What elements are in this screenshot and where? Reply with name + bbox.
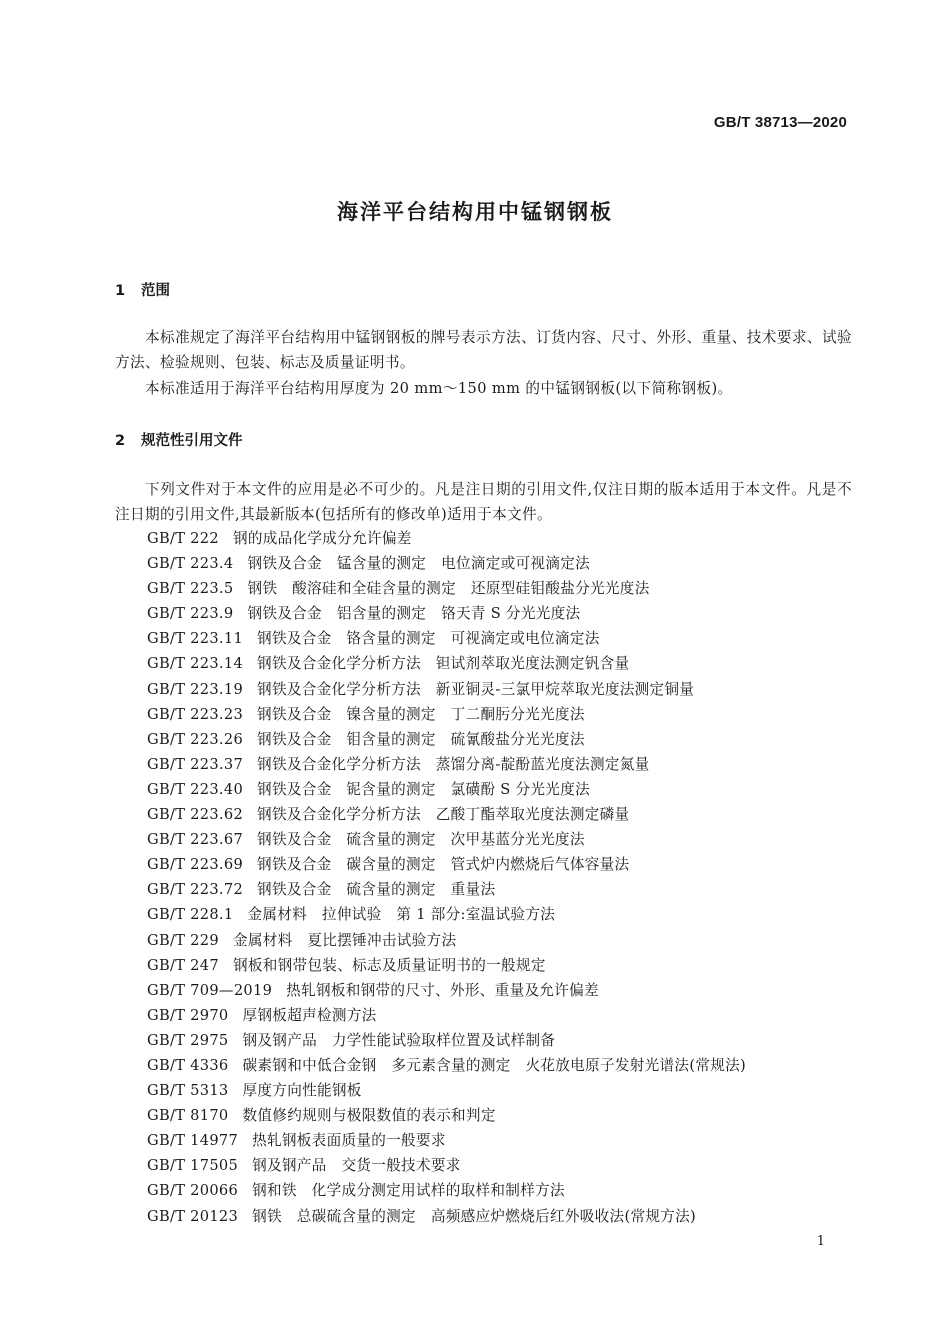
reference-title: 钢和铁 化学成分测定用试样的取样和制样方法 [252, 1182, 565, 1200]
reference-code: GB/T 223.26 [147, 730, 244, 748]
reference-item [147, 1003, 852, 1028]
reference-title: 钢铁 总碳硫含量的测定 高频感应炉燃烧后红外吸收法(常规方法) [252, 1207, 697, 1225]
section-heading-scope [115, 279, 170, 300]
reference-item [147, 928, 852, 953]
reference-code: GB/T 223.11 [147, 630, 244, 648]
reference-item [147, 827, 852, 852]
reference-title: 钢铁及合金 铬含量的测定 可视滴定或电位滴定法 [257, 630, 600, 648]
scope-paragraph-1: 本标准规定了海洋平台结构用中锰钢钢板的牌号表示方法、订货内容、尺寸、外形、重量、技术要求、试验方法、检验规则、包装、标志及质量证明书。 [115, 329, 852, 371]
reference-code: GB/T 229 [147, 931, 219, 949]
reference-item [147, 601, 852, 626]
reference-title: 碳素钢和中低合金钢 多元素含量的测定 火花放电原子发射光谱法(常规法) [242, 1056, 746, 1074]
reference-code: GB/T 223.62 [147, 806, 244, 824]
reference-title: 钢铁及合金化学分析方法 新亚铜灵-三氯甲烷萃取光度法测定铜量 [257, 680, 695, 698]
reference-code: GB/T 223.72 [147, 881, 244, 899]
reference-item [147, 1078, 852, 1103]
reference-item [147, 526, 852, 551]
page-number: 1 [816, 1234, 825, 1249]
reference-code: GB/T 223.14 [147, 655, 244, 673]
reference-item [147, 1153, 852, 1178]
reference-title: 钢铁及合金 碳含量的测定 管式炉内燃烧后气体容量法 [257, 856, 630, 874]
section-heading-normative-references [115, 429, 243, 450]
reference-item [147, 1204, 852, 1229]
reference-item [147, 1178, 852, 1203]
reference-code: GB/T 223.19 [147, 680, 244, 698]
reference-item [147, 576, 852, 601]
reference-code: GB/T 2975 [147, 1031, 229, 1049]
reference-title: 钢铁 酸溶硅和全硅含量的测定 还原型硅钼酸盐分光光度法 [247, 580, 650, 598]
reference-item [147, 651, 852, 676]
reference-list [147, 526, 852, 1229]
reference-title: 钢铁及合金 锰含量的测定 电位滴定或可视滴定法 [247, 555, 591, 573]
reference-title: 热轧钢板表面质量的一般要求 [252, 1132, 446, 1150]
reference-item [147, 702, 852, 727]
reference-code: GB/T 223.67 [147, 831, 244, 849]
reference-code: GB/T 223.5 [147, 580, 234, 598]
reference-item [147, 1128, 852, 1153]
reference-item [147, 1028, 852, 1053]
reference-item [147, 1103, 852, 1128]
reference-title: 钢铁及合金 钼含量的测定 硫氰酸盐分光光度法 [257, 730, 585, 748]
reference-code: GB/T 8170 [147, 1107, 229, 1125]
reference-item [147, 777, 852, 802]
reference-item [147, 852, 852, 877]
section-number: 1 [115, 283, 126, 299]
reference-code: GB/T 20066 [147, 1182, 239, 1200]
reference-item [147, 727, 852, 752]
reference-title: 金属材料 夏比摆锤冲击试验方法 [232, 931, 457, 949]
reference-code: GB/T 223.40 [147, 780, 244, 798]
standard-code: GB/T 38713—2020 [713, 114, 847, 131]
reference-code: GB/T 5313 [147, 1082, 229, 1100]
reference-title: 钢及钢产品 交货一般技术要求 [252, 1157, 461, 1175]
reference-title: 钢铁及合金 铌含量的测定 氯磺酚 S 分光光度法 [257, 780, 590, 798]
reference-item [147, 677, 852, 702]
reference-item [147, 902, 852, 927]
reference-title: 数值修约规则与极限数值的表示和判定 [242, 1107, 496, 1125]
reference-item [147, 1053, 852, 1078]
reference-code: GB/T 17505 [147, 1157, 239, 1175]
reference-title: 钢铁及合金 铝含量的测定 铬天青 S 分光光度法 [247, 605, 581, 623]
reference-item [147, 877, 852, 902]
reference-title: 钢铁及合金化学分析方法 钽试剂萃取光度法测定钒含量 [257, 655, 630, 673]
reference-code: GB/T 709—2019 [147, 981, 273, 999]
reference-code: GB/T 2970 [147, 1006, 229, 1024]
reference-code: GB/T 4336 [147, 1056, 229, 1074]
references-intro-paragraph: 下列文件对于本文件的应用是必不可少的。凡是注日期的引用文件,仅注日期的版本适用于本文件。凡是不注日期的引用文件,其最新版本(包括所有的修改单)适用于本文件。 [115, 481, 852, 523]
section-number: 2 [115, 433, 126, 449]
reference-title: 钢铁及合金 镍含量的测定 丁二酮肟分光光度法 [257, 705, 585, 723]
section-title: 规范性引用文件 [141, 433, 243, 449]
reference-code: GB/T 20123 [147, 1207, 239, 1225]
reference-title: 钢铁及合金 硫含量的测定 重量法 [257, 881, 496, 899]
reference-title: 金属材料 拉伸试验 第 1 部分:室温试验方法 [247, 906, 556, 924]
reference-code: GB/T 228.1 [147, 906, 234, 924]
reference-item [147, 802, 852, 827]
reference-code: GB/T 223.4 [147, 555, 234, 573]
reference-code: GB/T 223.9 [147, 605, 234, 623]
reference-title: 钢铁及合金 硫含量的测定 次甲基蓝分光光度法 [257, 831, 585, 849]
reference-title: 钢铁及合金化学分析方法 乙酸丁酯萃取光度法测定磷量 [257, 806, 630, 824]
document-title: 海洋平台结构用中锰钢钢板 [337, 200, 613, 224]
reference-code: GB/T 14977 [147, 1132, 239, 1150]
reference-title: 钢及钢产品 力学性能试验取样位置及试样制备 [242, 1031, 556, 1049]
reference-item [147, 953, 852, 978]
reference-title: 钢板和钢带包装、标志及质量证明书的一般规定 [232, 956, 546, 974]
reference-item [147, 978, 852, 1003]
section-title: 范围 [141, 283, 170, 299]
reference-title: 厚度方向性能钢板 [242, 1082, 362, 1100]
reference-item [147, 752, 852, 777]
reference-code: GB/T 247 [147, 956, 219, 974]
scope-paragraph-2: 本标准适用于海洋平台结构用厚度为 20 mm～150 mm 的中锰钢钢板(以下简称钢板)。 [145, 380, 733, 397]
reference-title: 钢的成品化学成分允许偏差 [232, 530, 412, 547]
reference-item [147, 626, 852, 651]
reference-code: GB/T 223.69 [147, 856, 244, 874]
reference-code: GB/T 223.37 [147, 755, 244, 773]
reference-title: 钢铁及合金化学分析方法 蒸馏分离-靛酚蓝光度法测定氮量 [257, 755, 650, 773]
reference-title: 厚钢板超声检测方法 [242, 1006, 377, 1024]
reference-code: GB/T 223.23 [147, 705, 244, 723]
reference-code: GB/T 222 [147, 530, 219, 547]
reference-title: 热轧钢板和钢带的尺寸、外形、重量及允许偏差 [286, 981, 599, 999]
reference-item [147, 551, 852, 576]
